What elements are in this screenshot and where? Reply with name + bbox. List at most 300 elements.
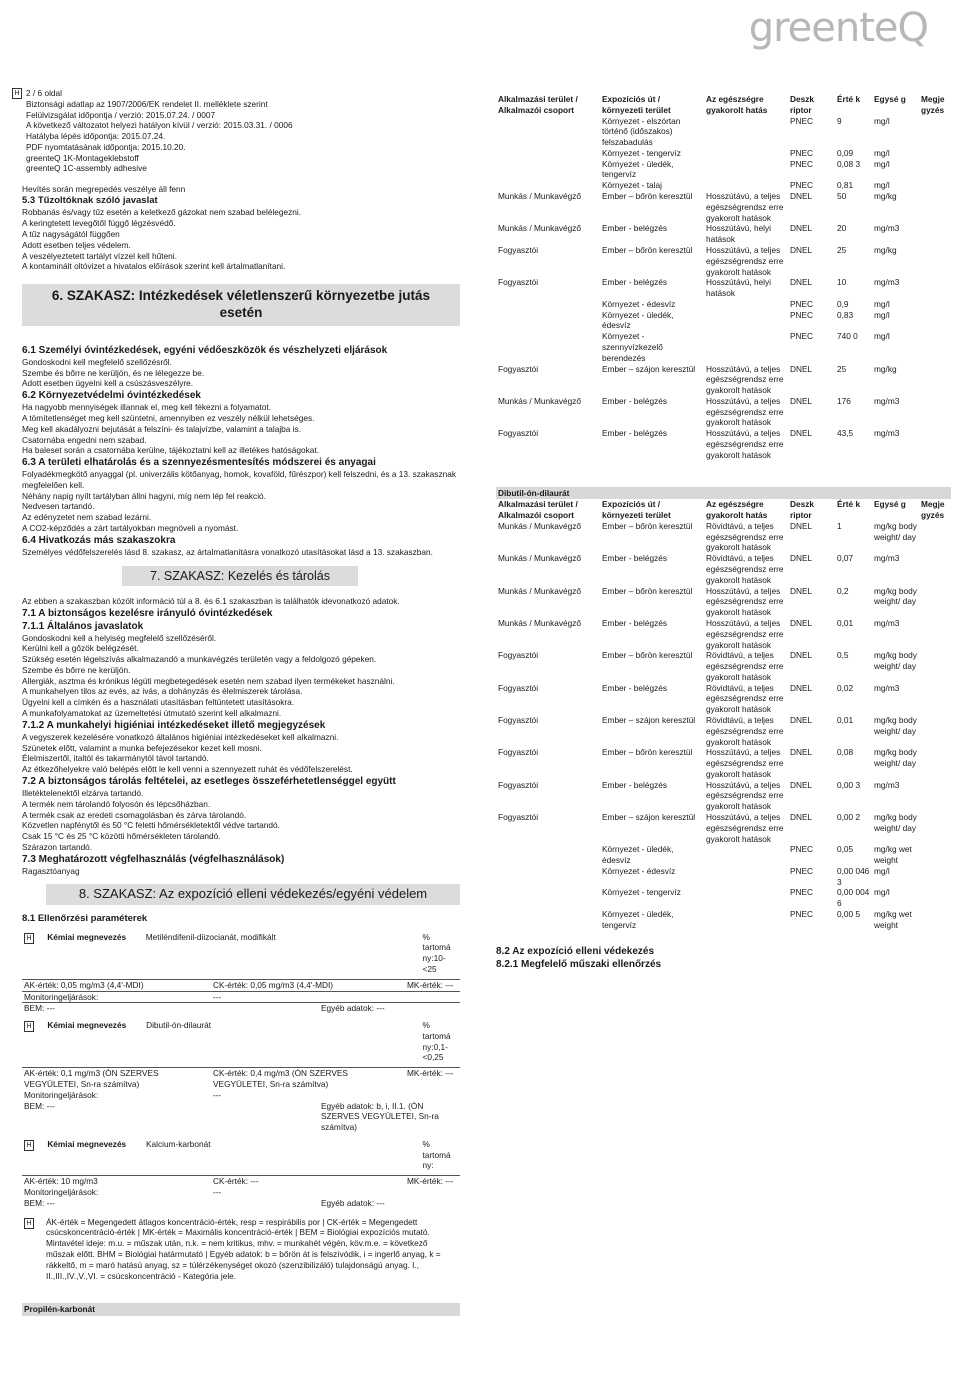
table-header [496, 499, 951, 521]
table-cell: 176 [837, 395, 851, 406]
table-cell [496, 148, 600, 159]
table-cell: mg/l [874, 147, 890, 158]
table-row [496, 396, 951, 428]
table-cell: 0,07 [837, 553, 854, 564]
table-cell: 0,08 3 [837, 158, 861, 169]
header-line: Felülvizsgálat időpontja / verzió: 2015.07.24. / 0007 [26, 109, 216, 120]
table-cell: Fogyasztói [498, 682, 539, 693]
s7-line: Ügyelni kell a címkén és a használati utasításban feltüntetett utasításokra. [22, 697, 295, 708]
table-cell [919, 116, 951, 148]
table-cell: Rövidtávú, a teljes egészségrendsz erre gyakorolt hatások [706, 650, 784, 682]
table-cell: Környezet - üledék, édesvíz [602, 309, 674, 331]
table-cell: PNEC [790, 115, 814, 126]
table-cell: Hosszútávú, helyi hatások [706, 223, 772, 245]
col-header: Alkalmazási terület / Alkalmazói csoport [498, 499, 578, 521]
bem-value: BEM: --- [24, 1003, 55, 1014]
table-cell: Fogyasztói [498, 812, 539, 822]
s7-line: A termék csak az eredeti csomagolásban és zárva tárolandó. [22, 809, 247, 820]
s7-line: Gondoskodni kell a helyiség megfelelő szellőzéséről. [22, 632, 217, 643]
monitoring-label: Monitoringeljárások: [24, 991, 99, 1002]
table-cell [496, 909, 600, 931]
table-cell: mg/kg wet weight [874, 909, 912, 930]
heading-7-1-2: 7.1.2 A munkahelyi higiéniai intézkedéseket illető megjegyzések [22, 719, 326, 731]
bem-value: BEM: --- [24, 1100, 55, 1111]
col-header: Deszk riptor [790, 94, 814, 115]
s7-line: Szünetek előtt, valamint a munka befejezésekor kezet kell mosni. [22, 742, 262, 753]
table-cell [496, 887, 600, 909]
heading-6-4: 6.4 Hivatkozás más szakaszokra [22, 534, 176, 546]
s7-line: Allergiák, asztma és krónikus légúti megbetegedések esetén nem szabad ilyen termékeket használni. [22, 675, 395, 686]
table-row [496, 683, 951, 715]
col-header: Expozíciós út / környezeti terület [602, 94, 671, 115]
table-cell: Hosszútávú, helyi hatások [706, 277, 772, 299]
table-cell [919, 396, 951, 428]
table-cell: Ember – szájon keresztül [602, 812, 696, 822]
table-row [496, 180, 951, 191]
table-row [496, 844, 951, 866]
table-cell: Ember - belégzés [602, 553, 668, 564]
s7-line: Ragasztóanyag [22, 865, 80, 876]
table-cell [704, 909, 788, 931]
table-cell: Rövidtávú, a teljes egészségrendsz erre gyakorolt hatások [706, 553, 784, 585]
table-cell: PNEC [790, 147, 814, 158]
table-row [496, 277, 951, 299]
table-cell [919, 866, 951, 888]
col-header: Megje gyzés [921, 94, 945, 115]
mk-value: MK-érték: --- [407, 979, 454, 990]
table-row [496, 428, 951, 460]
table-cell: Ember – bőrön keresztül [602, 747, 693, 758]
table-cell: Hosszútávú, a teljes egészségrendsz erre gyakorolt hatások [706, 617, 784, 650]
table-cell: mg/m3 [874, 617, 900, 628]
table-cell: Fogyasztói [498, 277, 539, 288]
table-cell: DNEL [790, 223, 813, 234]
table-cell [919, 747, 951, 779]
table-cell [704, 159, 788, 181]
table-cell: DNEL [790, 747, 813, 758]
chem-label: Kémiai megnevezés [47, 1020, 127, 1031]
s7-line: Közvetlen napfénytől és 50 °C feletti hőmérsékletektől védve tartandó. [22, 820, 280, 831]
table-cell: Munkás / Munkavégző [498, 520, 582, 531]
table-cell: DNEL [790, 585, 813, 596]
table-cell: 0,01 [837, 714, 854, 725]
ak-value: AK-érték: 0,05 mg/m3 (4,4'-MDI) [24, 979, 144, 990]
doc-header [22, 88, 460, 174]
h-marker: H [12, 88, 22, 99]
s7-line: A termék nem tárolandó folyosón és lépcsőházban. [22, 798, 211, 809]
s6-line: Nedvesen tartandó. [22, 501, 95, 512]
table-cell: 0,02 [837, 682, 854, 693]
monitoring-label: Monitoringeljárások: [24, 1187, 99, 1198]
table-row [496, 747, 951, 779]
table-cell: mg/kg wet weight [874, 844, 912, 866]
table-cell: Rövidtávú, a teljes egészségrendsz erre gyakorolt hatások [706, 714, 784, 747]
table-cell: 0,05 [837, 844, 854, 855]
table-row [496, 618, 951, 650]
greenteq-logo: greenteQ [748, 5, 928, 51]
table-cell: 0,00 3 [837, 779, 861, 790]
chem-label: Kémiai megnevezés [47, 1138, 127, 1149]
heading-6-1: 6.1 Személyi óvintézkedések, egyéni védőeszközök és vészhelyzeti eljárások [22, 344, 388, 356]
table-cell: Ember – bőrön keresztül [602, 585, 693, 596]
left-column [22, 88, 460, 1316]
s6-line: A tömítetlenséget meg kell szüntetni, amennyiben ez veszély nélkül lehetséges. [22, 412, 315, 423]
table-cell: Ember - belégzés [602, 779, 668, 790]
table-cell: mg/kg body weight/ day [874, 812, 917, 833]
col-header: Deszk riptor [790, 499, 814, 521]
table-cell: DNEL [790, 277, 813, 288]
table-cell [919, 148, 951, 159]
table-cell: DNEL [790, 682, 813, 693]
table-cell: PNEC [790, 865, 814, 876]
table-cell: Környezet - szennyvízkezelő berendezés [602, 331, 663, 363]
s6-line: Meg kell akadályozni bejutását a felszíni- és talajvízbe, valamint a talajba is. [22, 423, 302, 434]
s7-line: A munkafolyamatokat az üzemeltetési útmutató szerint kell alkalmazni. [22, 708, 282, 719]
monitoring-value: --- [213, 1187, 222, 1198]
table-cell: Munkás / Munkavégző [498, 191, 582, 202]
table-cell: Ember - belégzés [602, 277, 668, 288]
table-cell [919, 191, 951, 223]
table-cell: PNEC [790, 298, 814, 309]
table-row [496, 191, 951, 223]
s7-line: A vegyszerek kezelésére vonatkozó általános higiéniai intézkedéseket kell alkalmazni. [22, 731, 339, 742]
table-cell: 10 [837, 277, 847, 288]
chemical-block [22, 932, 460, 1014]
col-header: Érté k [837, 94, 861, 104]
table-row [496, 148, 951, 159]
table-cell [919, 521, 951, 553]
table-row [496, 715, 951, 747]
s6-line: Ha nagyobb mennyiségek illannak el, meg kell fékezni a folyamatot. [22, 402, 272, 413]
s5-line: Adott esetben teljes védelem. [22, 239, 131, 250]
table-cell: Ember – bőrön keresztül [602, 650, 693, 661]
ck-value: CK-érték: 0,05 mg/m3 (4,4'-MDI) [213, 979, 334, 990]
table-cell [919, 887, 951, 909]
table-cell: mg/l [874, 298, 890, 309]
table-cell [704, 299, 788, 310]
table-cell: mg/m3 [874, 223, 900, 234]
table-cell: mg/m3 [874, 277, 900, 288]
table-cell: Ember - belégzés [602, 617, 668, 628]
table-cell: Környezet - üledék, édesvíz [602, 844, 674, 866]
table-cell: mg/kg [874, 191, 897, 202]
dibutil-title: Dibutil-ón-dilaurát [496, 487, 951, 500]
table-cell: mg/m3 [874, 428, 900, 439]
table-cell: DNEL [790, 779, 813, 790]
table-row [496, 116, 951, 148]
s7-line: Az étkezőhelyekre való belépés előtt le kell venni a szennyezett ruhát és védőfelszerelést. [22, 764, 353, 775]
table-row [496, 909, 951, 931]
mk-value: MK-érték: --- [407, 1176, 454, 1187]
s7-line: Csak 15 °C és 25 °C közötti hőmérsékleten tárolandó. [22, 831, 221, 842]
table-cell: 0,09 [837, 147, 854, 158]
egyeb-value: Egyéb adatok: --- [321, 1003, 385, 1014]
table-row [496, 887, 951, 909]
table-cell: Ember - belégzés [602, 428, 668, 439]
table-cell: Munkás / Munkavégző [498, 585, 582, 596]
table-cell: mg/m3 [874, 779, 900, 790]
table-cell [704, 310, 788, 332]
s7-line: Szembe és bőrre ne kerüljön. [22, 664, 131, 675]
table-cell [919, 223, 951, 245]
table-header [496, 94, 951, 116]
chem-name: Metiléndifenil-diizocianát, modifikált [145, 931, 276, 942]
table-cell: Hosszútávú, a teljes egészségrendsz erre gyakorolt hatások [706, 812, 784, 844]
table-cell [919, 310, 951, 332]
s7-line: Szükség esetén légelszívás alkalmazandó a munkavégzés területén vagy a feldolgozó gépeken. [22, 654, 377, 665]
table-cell: Ember - belégzés [602, 395, 668, 406]
heading-6-3: 6.3 A területi elhatárolás és a szennyezésmentesítés módszerei és anyagai [22, 457, 376, 469]
ck-value: CK-érték: 0,4 mg/m3 (ÓN SZERVES VEGYÜLETEI, Sn-ra számítva) [213, 1068, 348, 1090]
table-row [496, 364, 951, 396]
table-cell: DNEL [790, 650, 813, 661]
s6-line: Néhány napig nyílt tartályban állni hagyni, míg nem lép fel reakció. [22, 490, 266, 501]
s6-line: Az edényzetet nem szabad lezárni. [22, 512, 152, 523]
s7-line: Élelmiszertől, italtól és takarmánytól távol tartandó. [22, 753, 209, 764]
table-cell [919, 428, 951, 460]
heading-8-2-1: 8.2.1 Megfelelő műszaki ellenőrzés [496, 958, 662, 970]
table-cell [704, 148, 788, 159]
table-cell: mg/l [874, 309, 890, 320]
table-cell [704, 887, 788, 909]
s6-line: Gondoskodni kell megfelelő szellőzésről. [22, 356, 172, 367]
table-cell [919, 364, 951, 396]
table-cell [704, 180, 788, 191]
heading-7-1: 7.1 A biztonságos kezelésre irányuló óvintézkedések [22, 607, 273, 619]
table-cell [496, 180, 600, 191]
table-cell: mg/l [874, 887, 890, 898]
table-cell [919, 780, 951, 812]
table-cell: 43,5 [837, 428, 854, 439]
header-line: greenteQ 1K-Montageklebstoff [26, 152, 139, 163]
table-cell: DNEL [790, 714, 813, 725]
table-cell: Ember – szájon keresztül [602, 714, 696, 725]
table-cell: 0,00 5 [837, 909, 861, 920]
s6-line: Adott esetben ügyelni kell a csúszásveszélyre. [22, 378, 194, 389]
s5-line: A kontaminált oltóvizet a hivatalos előírások szerint kell ártalmatlanítani. [22, 261, 286, 272]
table-cell [919, 245, 951, 277]
table-cell: Rövidtávú, a teljes egészségrendsz erre gyakorolt hatások [706, 520, 784, 553]
table-cell: DNEL [790, 520, 813, 531]
table-cell [704, 844, 788, 866]
table-cell [496, 299, 600, 310]
table-cell: mg/m3 [874, 395, 900, 406]
table-cell: Hosszútávú, a teljes egészségrendsz erre gyakorolt hatások [706, 428, 784, 460]
table-cell [919, 812, 951, 844]
table-cell [919, 618, 951, 650]
table-cell: Környezet - elszórtan történő (időszakos) felszabadulás [602, 115, 681, 148]
header-line: greenteQ 1C-assembly adhesive [26, 163, 147, 174]
table-cell: DNEL [790, 617, 813, 628]
table-cell: mg/l [874, 865, 890, 876]
table-row [496, 159, 951, 181]
table-cell: mg/kg body weight/ day [874, 520, 917, 542]
header-line: 2 / 6 oldal [26, 88, 62, 98]
table-cell [919, 159, 951, 181]
chem-pct: % tartomá ny:10-<25 [422, 931, 451, 974]
table-cell: Fogyasztói [498, 747, 539, 758]
table-cell [919, 715, 951, 747]
table-cell: Környezet - tengervíz [602, 147, 681, 158]
table-cell: mg/l [874, 158, 890, 169]
heading-8-2: 8.2 Az expozíció elleni védekezés [496, 945, 655, 957]
h-marker: H [24, 1140, 34, 1151]
table-cell [704, 116, 788, 148]
dnel-pnec-table-2 [496, 499, 951, 930]
table-cell: mg/l [874, 115, 890, 126]
mk-value: MK-érték: --- [407, 1068, 454, 1079]
table-cell: 0,00 046 3 [837, 865, 870, 887]
table-cell: mg/kg [874, 363, 897, 374]
table-cell: 740 0 [837, 331, 858, 342]
table-cell: 20 [837, 223, 847, 234]
table-cell: Hosszútávú, a teljes egészségrendsz erre gyakorolt hatások [706, 191, 784, 223]
table-cell: Hosszútávú, a teljes egészségrendsz erre gyakorolt hatások [706, 585, 784, 618]
table-cell [919, 844, 951, 866]
table-cell: Fogyasztói [498, 779, 539, 790]
s6-line: Személyes védőfelszerelés lásd 8. szakasz, az ártalmatlanításra vonatkozó utasításokat lásd a 13. szakaszban. [22, 546, 433, 557]
section-7-title: 7. SZAKASZ: Kezelés és tárolás [122, 566, 358, 586]
col-header: Érté k [837, 499, 861, 510]
table-cell: 1 [837, 520, 842, 531]
table-cell: Hosszútávú, a teljes egészségrendsz erre gyakorolt hatások [706, 747, 784, 779]
table-row [496, 299, 951, 310]
table-cell: 0,9 [837, 298, 849, 309]
table-cell: PNEC [790, 331, 814, 342]
table-cell [919, 299, 951, 310]
table-cell [496, 310, 600, 332]
col-header: Megje gyzés [921, 499, 945, 521]
table-row [496, 780, 951, 812]
table-cell: 0,01 [837, 617, 854, 628]
heading-7-3: 7.3 Meghatározott végfelhasználás (végfelhasználások) [22, 853, 285, 865]
propilen-karbonat-title: Propilén-karbonát [22, 1303, 460, 1316]
table-cell [919, 553, 951, 585]
table-cell [496, 331, 600, 363]
egyeb-value: Egyéb adatok: --- [321, 1197, 385, 1208]
h-marker: H [24, 1021, 34, 1032]
chem-name: Kalcium-karbonát [146, 1138, 211, 1149]
table-row [496, 310, 951, 332]
heading-7-1-1: 7.1.1 Általános javaslatok [22, 620, 144, 632]
ak-value: AK-érték: 10 mg/m3 [24, 1176, 98, 1187]
table-cell: PNEC [790, 844, 814, 855]
monitoring-value: --- [213, 991, 222, 1002]
table-cell: 25 [837, 363, 847, 374]
col-header: Az egészségre gyakorolt hatás [706, 499, 768, 521]
s6-line: Folyadékmegkötő anyaggal (pl. univerzális kötőanyag, homok, kovaföld, fűrészpor) kell felszedni, és a 13. szakasznak megfelelően kell. [22, 469, 456, 490]
table-row [496, 866, 951, 888]
table-cell: Környezet - édesvíz [602, 865, 676, 876]
chemical-block [22, 1139, 460, 1209]
table-cell: Fogyasztói [498, 714, 539, 725]
table-cell [496, 844, 600, 866]
table-cell: 9 [837, 115, 842, 126]
s5-line: A tűz nagyságától függően [22, 228, 120, 239]
s5-line: A keringtetett levegőtől függő légzésvédő. [22, 218, 176, 229]
chemical-block [22, 1020, 460, 1133]
table-cell: Ember – szájon keresztül [602, 363, 696, 374]
s7-line: A munkahelyen tilos az evés, az ivás, a dohányzás és élelmiszerek tárolása. [22, 686, 303, 697]
table-cell: Fogyasztói [498, 428, 539, 439]
table-cell [496, 866, 600, 888]
table-cell: Hosszútávú, a teljes egészségrendsz erre gyakorolt hatások [706, 244, 784, 277]
legend [22, 1217, 460, 1282]
s5-line: Robbanás és/vagy tűz esetén a keletkező gázokat nem szabad belélegezni. [22, 207, 302, 218]
table-cell: mg/l [874, 180, 890, 191]
s6-line: A CO2-képződés a zárt tartályokban megnöveli a nyomást. [22, 522, 239, 533]
table-cell: Környezet - édesvíz [602, 298, 676, 309]
table-row [496, 223, 951, 245]
ck-value: CK-érték: --- [213, 1176, 259, 1187]
table-cell: Munkás / Munkavégző [498, 553, 582, 564]
h-marker: H [24, 933, 34, 944]
table-row [496, 553, 951, 585]
table-cell: 0,08 [837, 747, 854, 758]
header-line: PDF nyomtatásának időpontja: 2015.10.20. [26, 141, 186, 152]
s6-line: Ha baleset során a csatornába kerülne, tájékoztatni kell az illetékes hatóságokat. [22, 445, 320, 456]
table-cell: Ember - belégzés [602, 223, 668, 234]
table-row [496, 650, 951, 682]
table-row [496, 245, 951, 277]
table-cell: DNEL [790, 553, 813, 564]
table-cell: 0,5 [837, 650, 849, 661]
table-cell: Munkás / Munkavégző [498, 395, 582, 406]
table-cell: Munkás / Munkavégző [498, 223, 582, 234]
table-cell: Fogyasztói [498, 650, 539, 661]
table-cell: PNEC [790, 887, 814, 898]
heading-8-1: 8.1 Ellenőrzési paraméterek [22, 913, 148, 925]
table-cell: 0,00 2 [837, 812, 861, 822]
table-cell: DNEL [790, 428, 813, 439]
s6-line: Szembe és bőrre ne kerüljön, és ne lélegezze be. [22, 367, 205, 378]
heading-6-2: 6.2 Környezetvédelmi óvintézkedések [22, 390, 201, 402]
table-cell [919, 277, 951, 299]
col-header: Egysé g [874, 94, 906, 104]
right-column [496, 94, 951, 971]
table-cell: Hosszútávú, a teljes egészségrendsz erre gyakorolt hatások [706, 395, 784, 428]
table-cell: DNEL [790, 244, 813, 255]
table-cell: Fogyasztói [498, 363, 539, 374]
h-marker: H [24, 1218, 34, 1229]
table-cell [704, 331, 788, 363]
col-header: Az egészségre gyakorolt hatás [706, 94, 768, 115]
monitoring-value: --- [213, 1089, 222, 1100]
table-cell: Fogyasztói [498, 244, 539, 255]
s7-line: Szárazon tartandó. [22, 841, 93, 852]
table-cell: 0,81 [837, 180, 854, 191]
table-cell: Rövidtávú, a teljes egészségrendsz erre gyakorolt hatások [706, 682, 784, 715]
table-cell: Környezet - üledék, tengervíz [602, 909, 674, 930]
table-cell: mg/m3 [874, 553, 900, 564]
s5-line: A veszélyeztetett tartályt vízzel kell hűteni. [22, 250, 177, 261]
table-cell: mg/kg body weight/ day [874, 714, 917, 736]
table-cell: PNEC [790, 309, 814, 320]
table-cell: mg/kg body weight/ day [874, 747, 917, 769]
chem-label: Kémiai megnevezés [47, 931, 127, 942]
table-cell: Ember - belégzés [602, 682, 668, 693]
monitoring-label: Monitoringeljárások: [24, 1089, 99, 1100]
table-cell: PNEC [790, 909, 814, 920]
table-cell: 0,00 004 6 [837, 887, 870, 909]
table-cell: DNEL [790, 395, 813, 406]
table-cell [496, 116, 600, 148]
table-cell: 0,2 [837, 585, 849, 596]
bem-value: BEM: --- [24, 1197, 55, 1208]
col-header: Alkalmazási terület / Alkalmazói csoport [498, 94, 578, 115]
table-row [496, 521, 951, 553]
s6-line: Csatornába engedni nem szabad. [22, 434, 147, 445]
